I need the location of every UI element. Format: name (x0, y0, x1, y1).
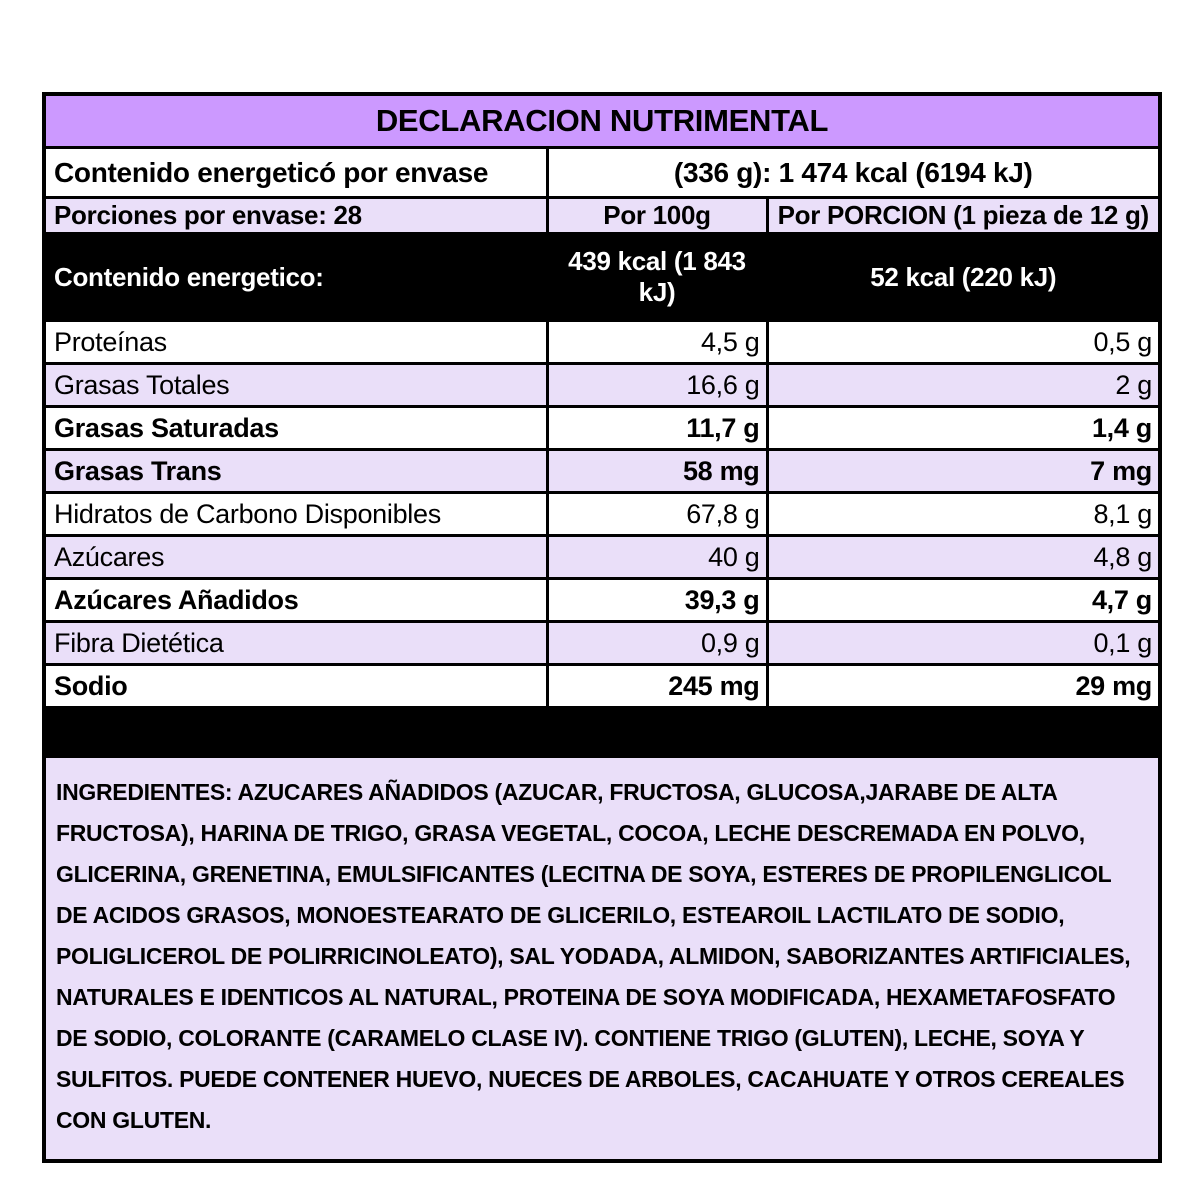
nutrient-label: Grasas Totales (44, 364, 547, 407)
nutrient-row-hidratos (44, 493, 1160, 536)
nutrient-row-sodio (44, 665, 1160, 708)
title-row (44, 94, 1160, 148)
nutrient-row-azucares (44, 536, 1160, 579)
nutrient-value-per-100g: 58 mg (547, 450, 767, 493)
nutrient-value-per-portion: 29 mg (767, 665, 1160, 708)
nutrient-value-per-100g: 39,3 g (547, 579, 767, 622)
energy-per-package-row (44, 148, 1160, 198)
nutrient-label: Hidratos de Carbono Disponibles (44, 493, 547, 536)
column-header-per-100g: Por 100g (547, 198, 767, 234)
nutrient-label: Grasas Saturadas (44, 407, 547, 450)
nutrient-value-per-portion: 4,7 g (767, 579, 1160, 622)
servings-per-package-label: Porciones por envase: 28 (44, 198, 547, 234)
nutrient-row-proteinas (44, 321, 1160, 364)
nutrient-value-per-100g: 16,6 g (547, 364, 767, 407)
nutrient-value-per-portion: 8,1 g (767, 493, 1160, 536)
nutrient-row-grasas-totales (44, 364, 1160, 407)
ingredients-text: INGREDIENTES: AZUCARES AÑADIDOS (AZUCAR, FRUCTOSA, GLUCOSA,JARABE DE ALTA FRUCTOSA), HARINA DE TRIGO, GRASA VEGETAL, COCOA, LECHE DESCREMADA EN POLVO, GLICERINA, GRENETINA, EMULSIFICANTES (LECITNA DE SOYA, ESTERES DE PROPILENGLICOL DE ACIDOS GRASOS, MONOESTEARATO DE GLICERILO, ESTEAROIL LACTILATO DE SODIO, POLIGLICEROL DE POLIRRICINOLEATO), SAL YODADA, ALMIDON, SABORIZANTES ARTIFICIALES, NATURALES E IDENTICOS AL NATURAL, PROTEINA DE SOYA MODIFICADA, HEXAMETAFOSFATO DE SODIO, COLORANTE (CARAMELO CLASE IV). CONTIENE TRIGO (GLUTEN), LECHE, SOYA Y SULFITOS. PUEDE CONTENER HUEVO, NUECES DE ARBOLES, CACAHUATE Y OTROS CEREALES CON GLUTEN. (44, 757, 1160, 1162)
nutrient-row-azucares-anadidos (44, 579, 1160, 622)
page-title: DECLARACION NUTRIMENTAL (44, 94, 1160, 148)
energy-per-package-value: (336 g): 1 474 kcal (6194 kJ) (547, 148, 1160, 198)
nutrient-label: Azúcares Añadidos (44, 579, 547, 622)
nutrient-value-per-portion: 7 mg (767, 450, 1160, 493)
nutrient-value-per-portion: 4,8 g (767, 536, 1160, 579)
nutrient-label: Grasas Trans (44, 450, 547, 493)
nutrient-row-grasas-trans (44, 450, 1160, 493)
nutrient-value-per-portion: 0,1 g (767, 622, 1160, 665)
energy-content-row (44, 234, 1160, 321)
nutrition-table (42, 92, 1162, 1163)
nutrient-value-per-100g: 245 mg (547, 665, 767, 708)
energy-content-per-portion: 52 kcal (220 kJ) (767, 234, 1160, 321)
energy-content-per-100g: 439 kcal (1 843 kJ) (547, 234, 767, 321)
nutrient-value-per-100g: 40 g (547, 536, 767, 579)
nutrient-label: Proteínas (44, 321, 547, 364)
nutrient-label: Azúcares (44, 536, 547, 579)
nutrient-row-fibra (44, 622, 1160, 665)
nutrient-label: Sodio (44, 665, 547, 708)
energy-content-label: Contenido energetico: (44, 234, 547, 321)
nutrient-value-per-100g: 67,8 g (547, 493, 767, 536)
nutrient-label: Fibra Dietética (44, 622, 547, 665)
nutrient-value-per-portion: 0,5 g (767, 321, 1160, 364)
nutrient-value-per-portion: 1,4 g (767, 407, 1160, 450)
column-header-row (44, 198, 1160, 234)
nutrient-value-per-100g: 4,5 g (547, 321, 767, 364)
nutrient-value-per-100g: 11,7 g (547, 407, 767, 450)
ingredients-section (44, 757, 1160, 1162)
nutrition-label (42, 92, 1158, 1163)
section-divider-bar (44, 708, 1160, 757)
nutrient-value-per-portion: 2 g (767, 364, 1160, 407)
energy-per-package-label: Contenido energeticó por envase (44, 148, 547, 198)
nutrient-value-per-100g: 0,9 g (547, 622, 767, 665)
column-header-per-portion: Por PORCION (1 pieza de 12 g) (767, 198, 1160, 234)
nutrient-row-grasas-saturadas (44, 407, 1160, 450)
